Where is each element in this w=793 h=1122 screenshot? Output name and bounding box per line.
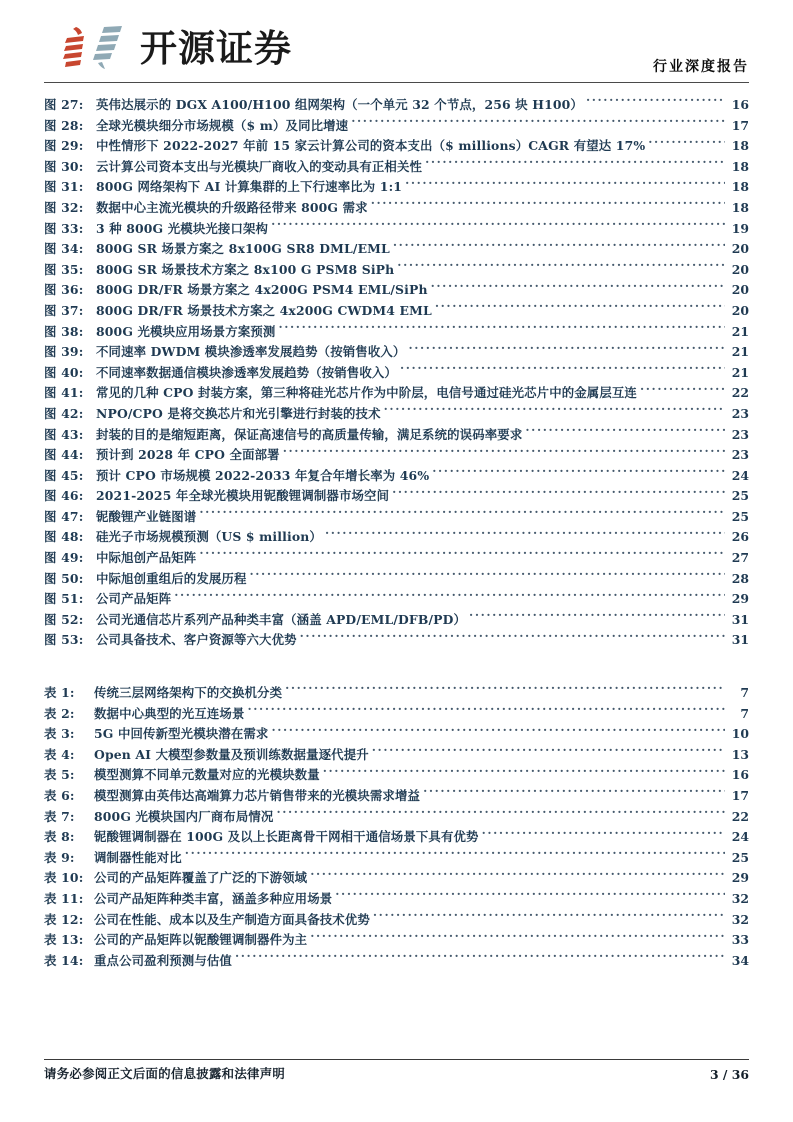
figure-title: 中性情形下 2022-2027 年前 15 家云计算公司的资本支出（$ millions）CAGR 有望达 17%	[96, 138, 646, 154]
figure-title: 封装的目的是缩短距离，保证高速信号的高质量传输，满足系统的误码率要求	[96, 426, 523, 442]
leader-dots	[250, 569, 726, 583]
table-number: 表 7:	[44, 808, 75, 824]
figure-page-number: 31	[731, 611, 749, 627]
figure-title: 预计到 2028 年 CPO 全面部署	[96, 447, 280, 463]
table-of-contents	[44, 95, 749, 971]
leader-dots	[174, 589, 725, 603]
leader-dots	[310, 868, 725, 882]
table-page-number: 24	[731, 829, 749, 845]
table-title: 模型测算由英伟达高端算力芯片销售带来的光模块需求增益	[94, 788, 421, 803]
table-title: 公司的产品矩阵以铌酸锂调制器件为主	[94, 932, 308, 948]
leader-dots	[278, 322, 725, 336]
leader-dots	[248, 704, 726, 718]
leader-dots	[425, 157, 725, 171]
figure-title: 常见的几种 CPO 封装方案，第三种将硅光芯片作为中阶层，电信号通过硅光芯片中的金属层互连	[96, 385, 637, 401]
figure-number: 图 28:	[44, 117, 84, 133]
table-title: 公司在性能、成本以及生产制造方面具备技术优势	[94, 911, 370, 927]
figure-title: 800G SR 场景方案之 8x100G SR8 DML/EML	[96, 241, 390, 257]
table-entry[interactable]	[44, 724, 749, 745]
figure-page-number: 31	[731, 632, 749, 648]
table-number: 表 3:	[44, 726, 75, 742]
report-type-header: 行业深度报告	[653, 59, 749, 75]
figure-page-number: 20	[731, 282, 749, 298]
figure-page-number: 23	[731, 426, 749, 442]
figure-page-number: 23	[731, 447, 749, 463]
leader-dots	[525, 425, 725, 439]
table-title: 模型测算不同单元数量对应的光模块数量	[94, 767, 320, 783]
brand-masthead	[62, 18, 292, 78]
figure-list	[44, 95, 749, 651]
figure-entry[interactable]	[44, 486, 749, 507]
figure-title: 预计 CPO 市场规模 2022-2033 年复合年增长率为 46%	[96, 467, 430, 483]
figure-title: 数据中心主流光模块的升级路径带来 800G 需求	[96, 199, 368, 215]
figure-entry[interactable]	[44, 610, 749, 631]
leader-dots	[393, 239, 725, 253]
figure-entry[interactable]	[44, 569, 749, 590]
figure-page-number: 20	[731, 261, 749, 277]
figure-entry[interactable]	[44, 198, 749, 219]
leader-dots	[586, 95, 725, 109]
leader-dots	[435, 301, 725, 315]
table-entry[interactable]	[44, 765, 749, 786]
leader-dots	[384, 404, 725, 418]
figure-title: 800G DR/FR 场景技术方案之 4x200G CWDM4 EML	[96, 302, 432, 318]
figure-page-number: 25	[731, 508, 749, 524]
leader-dots	[640, 383, 725, 397]
figure-title: 不同速率数据通信模块渗透率发展趋势（按销售收入）	[96, 364, 397, 380]
figure-number: 图 27:	[44, 97, 84, 112]
figure-page-number: 21	[731, 344, 749, 360]
figure-entry[interactable]	[44, 239, 749, 260]
header-divider	[44, 82, 749, 83]
figure-title: 800G DR/FR 场景方案之 4x200G PSM4 EML/SiPh	[96, 282, 428, 298]
figure-entry[interactable]	[44, 548, 749, 569]
table-entry[interactable]	[44, 930, 749, 951]
figure-number: 图 43:	[44, 426, 84, 442]
footer-divider	[44, 1059, 749, 1060]
figure-number: 图 29:	[44, 138, 84, 154]
figure-page-number: 20	[731, 241, 749, 257]
figure-entry[interactable]	[44, 342, 749, 363]
table-entry[interactable]	[44, 889, 749, 910]
figure-page-number: 17	[731, 117, 749, 133]
figure-title: 800G SR 场景技术方案之 8x100 G PSM8 SiPh	[96, 261, 395, 277]
leader-dots	[373, 910, 725, 924]
table-title: 数据中心典型的光互连场景	[94, 705, 245, 721]
figure-number: 图 53:	[44, 632, 84, 648]
figure-number: 图 42:	[44, 405, 84, 421]
leader-dots	[397, 260, 725, 274]
figure-number: 图 51:	[44, 591, 84, 607]
figure-page-number: 16	[731, 97, 749, 112]
table-page-number: 25	[731, 849, 749, 865]
leader-dots	[276, 807, 725, 821]
figure-entry[interactable]	[44, 527, 749, 548]
figure-page-number: 25	[731, 488, 749, 504]
leader-dots	[400, 363, 725, 377]
figure-entry[interactable]	[44, 425, 749, 446]
figure-number: 图 31:	[44, 179, 84, 195]
figure-number: 图 45:	[44, 467, 84, 483]
figure-page-number: 26	[731, 529, 749, 545]
figure-number: 图 50:	[44, 570, 84, 586]
figure-number: 图 35:	[44, 261, 84, 277]
figure-page-number: 23	[731, 405, 749, 421]
figure-page-number: 18	[731, 199, 749, 215]
leader-dots	[469, 610, 725, 624]
table-entry[interactable]	[44, 786, 749, 807]
figure-number: 图 49:	[44, 550, 84, 566]
table-title: 公司产品矩阵种类丰富，涵盖多种应用场景	[94, 890, 333, 906]
leader-dots	[392, 486, 725, 500]
table-title: Open AI 大模型参数量及预训练数据量逐代提升	[94, 746, 369, 762]
table-entry[interactable]	[44, 910, 749, 931]
figure-entry[interactable]	[44, 507, 749, 528]
figure-entry[interactable]	[44, 95, 749, 116]
figure-entry[interactable]	[44, 157, 749, 178]
table-number: 表 12:	[44, 911, 84, 927]
leader-dots	[325, 527, 725, 541]
table-page-number: 22	[731, 808, 749, 824]
figure-page-number: 24	[731, 467, 749, 483]
table-page-number: 7	[740, 705, 749, 721]
figure-title: 中际旭创重组后的发展历程	[96, 570, 247, 586]
table-page-number: 32	[731, 890, 749, 906]
leader-dots	[423, 786, 725, 800]
figure-title: 800G 网络架构下 AI 计算集群的上下行速率比为 1:1	[96, 179, 403, 195]
figure-page-number: 18	[731, 158, 749, 174]
leader-dots	[271, 724, 725, 738]
figure-entry[interactable]	[44, 589, 749, 610]
figure-page-number: 27	[731, 550, 749, 566]
table-title: 重点公司盈利预测与估值	[94, 952, 232, 968]
leader-dots	[335, 889, 725, 903]
figure-entry[interactable]	[44, 322, 749, 343]
figure-number: 图 38:	[44, 323, 84, 339]
leader-dots	[648, 136, 725, 150]
figure-number: 图 41:	[44, 385, 84, 401]
leader-dots	[235, 951, 725, 965]
figure-page-number: 18	[731, 179, 749, 195]
figure-entry[interactable]	[44, 219, 749, 240]
figure-number: 图 32:	[44, 199, 84, 215]
figure-page-number: 28	[731, 570, 749, 586]
leader-dots	[408, 342, 725, 356]
figure-number: 图 46:	[44, 488, 84, 504]
figure-title: 800G 光模块应用场景方案预测	[96, 323, 276, 339]
figure-page-number: 29	[731, 591, 749, 607]
figure-number: 图 44:	[44, 447, 84, 463]
figure-entry[interactable]	[44, 260, 749, 281]
table-page-number: 29	[731, 870, 749, 886]
table-list	[44, 683, 749, 971]
figure-entry[interactable]	[44, 363, 749, 384]
leader-dots	[431, 280, 725, 294]
table-title: 公司的产品矩阵覆盖了广泛的下游领域	[94, 870, 308, 886]
figure-title: 中际旭创产品矩阵	[96, 550, 197, 566]
figure-number: 图 52:	[44, 611, 84, 627]
table-entry[interactable]	[44, 704, 749, 725]
figure-title: 铌酸锂产业链图谱	[96, 508, 197, 524]
figure-title: 英伟达展示的 DGX A100/H100 组网架构（一个单元 32 个节点，256 块 H100）	[96, 97, 583, 112]
footer-page-number: 3 / 36	[709, 1067, 749, 1082]
figure-title: 公司具备技术、客户资源等六大优势	[96, 632, 297, 648]
table-number: 表 13:	[44, 932, 84, 948]
figure-title: 2021-2025 年全球光模块用铌酸锂调制器市场空间	[96, 488, 390, 504]
figure-entry[interactable]	[44, 136, 749, 157]
figure-entry[interactable]	[44, 466, 749, 487]
figure-number: 图 40:	[44, 364, 84, 380]
figure-title: 3 种 800G 光模块光接口架构	[96, 220, 269, 236]
figure-number: 图 37:	[44, 302, 84, 318]
table-page-number: 16	[731, 767, 749, 783]
table-page-number: 13	[731, 746, 749, 762]
leader-dots	[432, 466, 725, 480]
leader-dots	[199, 548, 725, 562]
leader-dots	[199, 507, 725, 521]
kaiyuan-securities-logo-icon	[62, 25, 128, 71]
leader-dots	[300, 630, 725, 644]
figure-page-number: 18	[731, 138, 749, 154]
table-number: 表 5:	[44, 767, 75, 783]
table-entry[interactable]	[44, 683, 749, 704]
table-number: 表 10:	[44, 870, 84, 886]
figure-number: 图 34:	[44, 241, 84, 257]
table-title: 调制器性能对比	[94, 849, 182, 865]
section-spacer	[44, 651, 749, 683]
leader-dots	[185, 848, 725, 862]
table-page-number: 7	[740, 685, 749, 701]
table-number: 表 14:	[44, 952, 84, 968]
figure-number: 图 39:	[44, 344, 84, 360]
leader-dots	[482, 827, 725, 841]
table-entry[interactable]	[44, 807, 749, 828]
figure-entry[interactable]	[44, 445, 749, 466]
table-entry[interactable]	[44, 848, 749, 869]
figure-page-number: 20	[731, 302, 749, 318]
table-entry[interactable]	[44, 868, 749, 889]
figure-title: 全球光模块细分市场规模（$ m）及同比增速	[96, 117, 349, 133]
figure-entry[interactable]	[44, 301, 749, 322]
leader-dots	[283, 445, 725, 459]
table-number: 表 9:	[44, 849, 75, 865]
table-title: 传统三层网络架构下的交换机分类	[94, 685, 283, 701]
figure-number: 图 30:	[44, 158, 84, 174]
table-page-number: 17	[731, 788, 749, 803]
figure-page-number: 21	[731, 323, 749, 339]
footer-disclaimer: 请务必参阅正文后面的信息披露和法律声明	[44, 1066, 286, 1081]
leader-dots	[323, 765, 725, 779]
table-number: 表 11:	[44, 890, 84, 906]
leader-dots	[371, 198, 725, 212]
figure-number: 图 47:	[44, 508, 84, 524]
leader-dots	[372, 745, 725, 759]
leader-dots	[310, 930, 725, 944]
figure-number: 图 33:	[44, 220, 84, 236]
figure-entry[interactable]	[44, 630, 749, 651]
figure-title: 公司光通信芯片系列产品种类丰富（涵盖 APD/EML/DFB/PD）	[96, 611, 467, 627]
brand-name: 开源证券	[140, 26, 292, 70]
table-title: 800G 光模块国内厂商布局情况	[94, 808, 274, 824]
table-title: 5G 中回传新型光模块潜在需求	[94, 726, 269, 742]
figure-title: 云计算公司资本支出与光模块厂商收入的变动具有正相关性	[96, 158, 423, 174]
figure-number: 图 48:	[44, 529, 84, 545]
table-number: 表 1:	[44, 685, 75, 701]
leader-dots	[405, 177, 725, 191]
table-entry[interactable]	[44, 951, 749, 972]
figure-page-number: 22	[731, 385, 749, 401]
table-number: 表 4:	[44, 746, 75, 762]
leader-dots	[271, 219, 725, 233]
table-number: 表 6:	[44, 788, 75, 803]
figure-title: 不同速率 DWDM 模块渗透率发展趋势（按销售收入）	[96, 344, 406, 360]
table-number: 表 2:	[44, 705, 75, 721]
figure-entry[interactable]	[44, 177, 749, 198]
leader-dots	[351, 116, 725, 130]
figure-entry[interactable]	[44, 116, 749, 137]
figure-entry[interactable]	[44, 404, 749, 425]
table-page-number: 32	[731, 911, 749, 927]
table-page-number: 33	[731, 932, 749, 948]
figure-title: 公司产品矩阵	[96, 591, 172, 607]
figure-page-number: 19	[731, 220, 749, 236]
table-number: 表 8:	[44, 829, 75, 845]
table-entry[interactable]	[44, 827, 749, 848]
figure-entry[interactable]	[44, 383, 749, 404]
figure-title: 硅光子市场规模预测（US $ million）	[96, 529, 322, 545]
figure-number: 图 36:	[44, 282, 84, 298]
leader-dots	[285, 683, 725, 697]
table-page-number: 34	[731, 952, 749, 968]
figure-title: NPO/CPO 是将交换芯片和光引擎进行封装的技术	[96, 405, 381, 421]
figure-page-number: 21	[731, 364, 749, 380]
figure-entry[interactable]	[44, 280, 749, 301]
table-title: 铌酸锂调制器在 100G 及以上长距离骨干网相干通信场景下具有优势	[94, 829, 479, 845]
table-page-number: 10	[731, 726, 749, 742]
table-entry[interactable]	[44, 745, 749, 766]
